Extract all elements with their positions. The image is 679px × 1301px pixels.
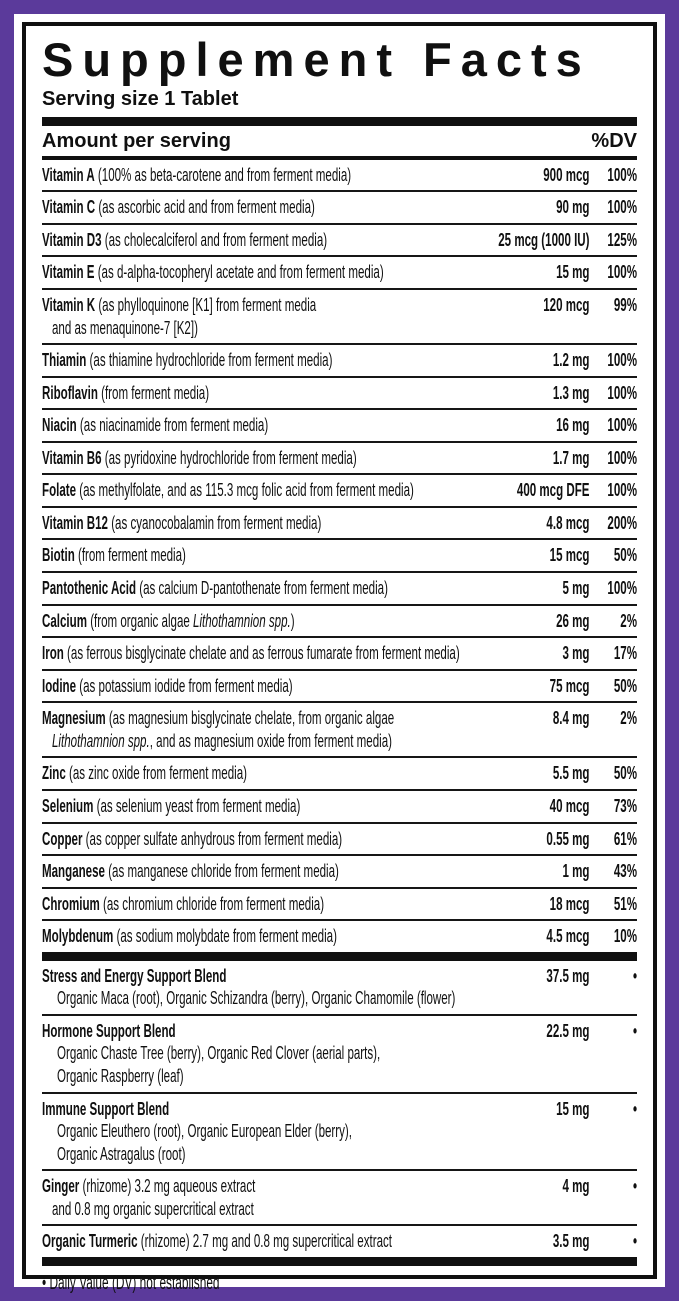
ingredient-name: Stress and Energy Support Blend xyxy=(42,964,227,986)
ingredient-name: Calcium xyxy=(42,609,87,631)
ingredient-amount: 120 mcg xyxy=(543,293,590,315)
ingredient-description: (100% as beta-carotene and from ferment media) xyxy=(97,163,352,185)
table-row xyxy=(42,1014,637,1092)
ingredient-amount: 26 mg xyxy=(556,609,590,631)
ingredient-text xyxy=(42,577,554,600)
ingredient-name: Vitamin C xyxy=(42,196,96,218)
divider-bar xyxy=(42,117,637,126)
ingredient-text xyxy=(42,1020,538,1043)
column-header-row xyxy=(42,126,637,160)
page-title: Supplement Facts xyxy=(42,33,591,86)
ingredient-name: Vitamin D3 xyxy=(42,228,102,250)
table-row xyxy=(42,854,637,887)
ingredient-text xyxy=(42,965,538,988)
ingredient-dv: 100% xyxy=(607,446,637,468)
table-row xyxy=(42,473,637,506)
ingredient-dv: • xyxy=(632,1097,637,1119)
ingredient-description: (as manganese chloride from ferment media) xyxy=(108,860,339,882)
ingredient-amount: 4 mg xyxy=(562,1175,590,1197)
divider-bar xyxy=(42,1257,637,1266)
ingredient-dv: 50% xyxy=(613,544,637,566)
ingredient-amount: 25 mcg (1000 IU) xyxy=(498,228,590,250)
table-row xyxy=(42,506,637,539)
ingredient-name: Ginger xyxy=(42,1175,80,1197)
ingredient-description: (as ferrous bisglycinate chelate and as ferrous fumarate from ferment media) xyxy=(67,642,460,664)
table-row xyxy=(42,669,637,702)
ingredient-name: Iron xyxy=(42,642,64,664)
ingredient-description-line2: and 0.8 mg organic supercritical extract xyxy=(52,1197,254,1219)
ingredient-text xyxy=(42,893,541,916)
table-row xyxy=(42,756,637,789)
ingredient-dv: 100% xyxy=(607,196,637,218)
ingredient-description: (rhizome) 2.7 mg and 0.8 mg supercritical extract xyxy=(140,1230,392,1252)
ingredient-text xyxy=(42,675,541,698)
ingredient-amount: 18 mcg xyxy=(549,892,590,914)
ingredient-text xyxy=(42,610,547,633)
ingredient-dv: 100% xyxy=(607,163,637,185)
table-row xyxy=(42,1169,637,1224)
ingredient-name: Niacin xyxy=(42,414,77,436)
ingredient-name: Manganese xyxy=(42,860,105,882)
ingredient-description: (as ascorbic acid and from ferment media) xyxy=(98,196,315,218)
table-row xyxy=(42,288,637,343)
ingredient-description: (rhizome) 3.2 mg aqueous extract xyxy=(82,1175,256,1197)
ingredient-text xyxy=(42,294,534,339)
ingredient-dv: 2% xyxy=(620,609,637,631)
ingredient-dv: 99% xyxy=(613,293,637,315)
ingredient-amount: 1.7 mg xyxy=(552,446,590,468)
table-row xyxy=(42,604,637,637)
ingredient-dv: 100% xyxy=(607,261,637,283)
ingredient-name: Organic Turmeric xyxy=(42,1230,138,1252)
ingredient-description: (as methylfolate, and as 115.3 mcg folic acid from ferment media) xyxy=(79,479,414,501)
ingredient-dv: 51% xyxy=(613,892,637,914)
ingredient-name: Vitamin A xyxy=(42,163,95,185)
table-row xyxy=(42,1224,637,1257)
ingredient-text xyxy=(42,544,541,567)
table-row xyxy=(42,822,637,855)
ingredient-description-line2: Lithothamnion spp., and as magnesium oxide from ferment media) xyxy=(52,729,392,751)
ingredient-dv: 100% xyxy=(607,349,637,371)
ingredient-amount: 4.5 mcg xyxy=(546,925,590,947)
blend-ingredients-line: Organic Astragalus (root) xyxy=(57,1142,186,1164)
ingredient-dv: 200% xyxy=(607,511,637,533)
ingredient-amount: 900 mcg xyxy=(543,163,590,185)
ingredient-description: (from ferment media) xyxy=(77,544,186,566)
ingredient-text xyxy=(42,925,538,948)
ingredient-amount: 75 mcg xyxy=(549,674,590,696)
ingredient-dv: • xyxy=(632,1019,637,1041)
ingredient-description: (as calcium D-pantothenate from ferment media) xyxy=(139,577,388,598)
ingredient-description: (as pyridoxine hydrochloride from ferment media) xyxy=(104,446,357,468)
ingredient-name: Thiamin xyxy=(42,349,87,371)
table-row xyxy=(42,343,637,376)
table-row xyxy=(42,190,637,223)
ingredient-description: (as selenium yeast from ferment media) xyxy=(96,794,301,816)
ingredient-amount: 15 mcg xyxy=(549,544,590,566)
ingredient-description: (as zinc oxide from ferment media) xyxy=(68,762,247,784)
label-border-box xyxy=(22,22,657,1294)
ingredient-name: Vitamin K xyxy=(42,293,96,315)
table-row xyxy=(42,538,637,571)
ingredient-amount: 90 mg xyxy=(556,196,590,218)
blend-ingredients-line: Organic Maca (root), Organic Schizandra (berry), Organic Chamomile (flower) xyxy=(57,987,456,1009)
ingredient-amount: 400 mcg DFE xyxy=(516,479,590,501)
ingredient-dv: • xyxy=(632,1175,637,1197)
ingredient-description: (as thiamine hydrochloride from ferment media) xyxy=(89,349,333,371)
ingredient-name: Zinc xyxy=(42,762,66,784)
table-row xyxy=(42,887,637,920)
ingredient-name: Riboflavin xyxy=(42,381,98,403)
ingredient-dv: 50% xyxy=(613,674,637,696)
ingredient-dv: 73% xyxy=(613,794,637,816)
ingredient-name: Hormone Support Blend xyxy=(42,1019,176,1041)
table-row xyxy=(42,789,637,822)
ingredient-text xyxy=(42,707,544,752)
table-row xyxy=(42,223,637,256)
dv-header: %DV xyxy=(591,129,637,152)
table-row xyxy=(42,160,637,191)
ingredient-dv: 17% xyxy=(613,642,637,664)
ingredient-text xyxy=(42,1175,554,1220)
table-row xyxy=(42,919,637,952)
ingredient-amount: 22.5 mg xyxy=(546,1019,590,1041)
ingredient-description: (as magnesium bisglycinate chelate, from organic algae xyxy=(108,707,395,729)
ingredient-text xyxy=(42,229,489,252)
table-row xyxy=(42,255,637,288)
ingredient-text xyxy=(42,762,544,785)
ingredient-name: Magnesium xyxy=(42,707,106,729)
table-row xyxy=(42,961,637,1014)
ingredient-text xyxy=(42,196,547,219)
ingredient-description: (as potassium iodide from ferment media) xyxy=(79,674,293,696)
ingredient-dv: 100% xyxy=(607,577,637,598)
table-row xyxy=(42,408,637,441)
ingredient-dv: 2% xyxy=(620,707,637,729)
ingredient-text xyxy=(42,164,534,187)
serving-size-text: Serving size 1 Tablet xyxy=(42,87,239,110)
table-row xyxy=(42,571,637,604)
ingredient-dv: 100% xyxy=(607,381,637,403)
ingredient-description: (as niacinamide from ferment media) xyxy=(79,414,269,436)
ingredient-name: Copper xyxy=(42,827,83,849)
ingredient-text xyxy=(42,1230,544,1253)
ingredient-amount: 1 mg xyxy=(562,860,590,882)
ingredient-description: (as sodium molybdate from ferment media) xyxy=(116,925,337,947)
ingredient-text xyxy=(42,382,544,405)
facts-table xyxy=(42,160,637,1301)
ingredient-dv: 10% xyxy=(613,925,637,947)
supplement-facts-label xyxy=(14,14,665,1294)
ingredient-description: (from ferment media) xyxy=(101,381,210,403)
ingredient-description: (as copper sulfate anhydrous from ferment media) xyxy=(85,827,343,849)
ingredient-description: (as phylloquinone [K1] from ferment media xyxy=(98,293,317,315)
ingredient-name: Chromium xyxy=(42,892,100,914)
ingredient-dv: • xyxy=(632,964,637,986)
ingredient-name: Vitamin B6 xyxy=(42,446,102,468)
ingredient-amount: 37.5 mg xyxy=(546,964,590,986)
blend-ingredients-line: Organic Eleuthero (root), Organic European Elder (berry), xyxy=(57,1120,352,1142)
ingredient-dv: 100% xyxy=(607,414,637,436)
ingredient-amount: 5.5 mg xyxy=(552,762,590,784)
ingredient-amount: 0.55 mg xyxy=(546,827,590,849)
ingredient-text xyxy=(42,1098,547,1121)
divider-bar xyxy=(42,952,637,961)
ingredient-description-line2: and as menaquinone-7 [K2]) xyxy=(52,316,198,338)
ingredient-amount: 3.5 mg xyxy=(552,1230,590,1252)
ingredient-amount: 5 mg xyxy=(562,577,590,598)
ingredient-text xyxy=(42,447,544,470)
dv-footnote: • Daily Value (DV) not established xyxy=(42,1272,220,1294)
ingredient-dv: 50% xyxy=(613,762,637,784)
ingredient-text xyxy=(42,414,547,437)
ingredient-name: Immune Support Blend xyxy=(42,1097,170,1119)
ingredient-description: (as d-alpha-tocopheryl acetate and from ferment media) xyxy=(97,261,384,283)
ingredient-amount: 16 mg xyxy=(556,414,590,436)
table-row xyxy=(42,441,637,474)
ingredient-dv: 61% xyxy=(613,827,637,849)
ingredient-text xyxy=(42,795,541,818)
ingredient-text xyxy=(42,479,508,502)
table-row xyxy=(42,376,637,409)
ingredient-amount: 1.2 mg xyxy=(552,349,590,371)
ingredient-description: (as chromium chloride from ferment media) xyxy=(103,892,325,914)
amount-per-serving-header: Amount per serving xyxy=(42,129,231,152)
blend-ingredients-line: Organic Raspberry (leaf) xyxy=(57,1065,184,1086)
ingredient-text xyxy=(42,642,554,665)
ingredient-name: Biotin xyxy=(42,544,75,566)
ingredient-amount: 1.3 mg xyxy=(552,381,590,403)
table-row xyxy=(42,1092,637,1170)
ingredient-text xyxy=(42,261,547,284)
ingredient-name: Iodine xyxy=(42,674,77,696)
blend-ingredients-line: Organic Chaste Tree (berry), Organic Red Clover (aerial parts), xyxy=(57,1042,381,1064)
ingredient-amount: 4.8 mcg xyxy=(546,511,590,533)
ingredient-dv: • xyxy=(632,1230,637,1252)
ingredient-name: Folate xyxy=(42,479,77,501)
ingredient-amount: 3 mg xyxy=(562,642,590,664)
ingredient-description: (as cyanocobalamin from ferment media) xyxy=(111,511,322,533)
ingredient-amount: 15 mg xyxy=(556,1097,590,1119)
ingredient-amount: 40 mcg xyxy=(549,794,590,816)
ingredient-dv: 100% xyxy=(607,479,637,501)
ingredient-description: (as cholecalciferol and from ferment media) xyxy=(104,228,328,250)
ingredient-text xyxy=(42,349,544,372)
ingredient-amount: 8.4 mg xyxy=(552,707,590,729)
ingredient-name: Selenium xyxy=(42,794,94,816)
ingredient-dv: 43% xyxy=(613,860,637,882)
ingredient-name: Vitamin E xyxy=(42,261,95,283)
ingredient-name: Pantothenic Acid xyxy=(42,577,137,598)
ingredient-description: (from organic algae Lithothamnion spp.) xyxy=(90,609,295,631)
ingredient-text xyxy=(42,860,554,883)
ingredient-amount: 15 mg xyxy=(556,261,590,283)
table-row xyxy=(42,636,637,669)
table-row xyxy=(42,701,637,756)
ingredient-name: Molybdenum xyxy=(42,925,114,947)
ingredient-text xyxy=(42,828,538,851)
ingredient-dv: 125% xyxy=(607,228,637,250)
ingredient-name: Vitamin B12 xyxy=(42,511,108,533)
ingredient-text xyxy=(42,512,538,535)
